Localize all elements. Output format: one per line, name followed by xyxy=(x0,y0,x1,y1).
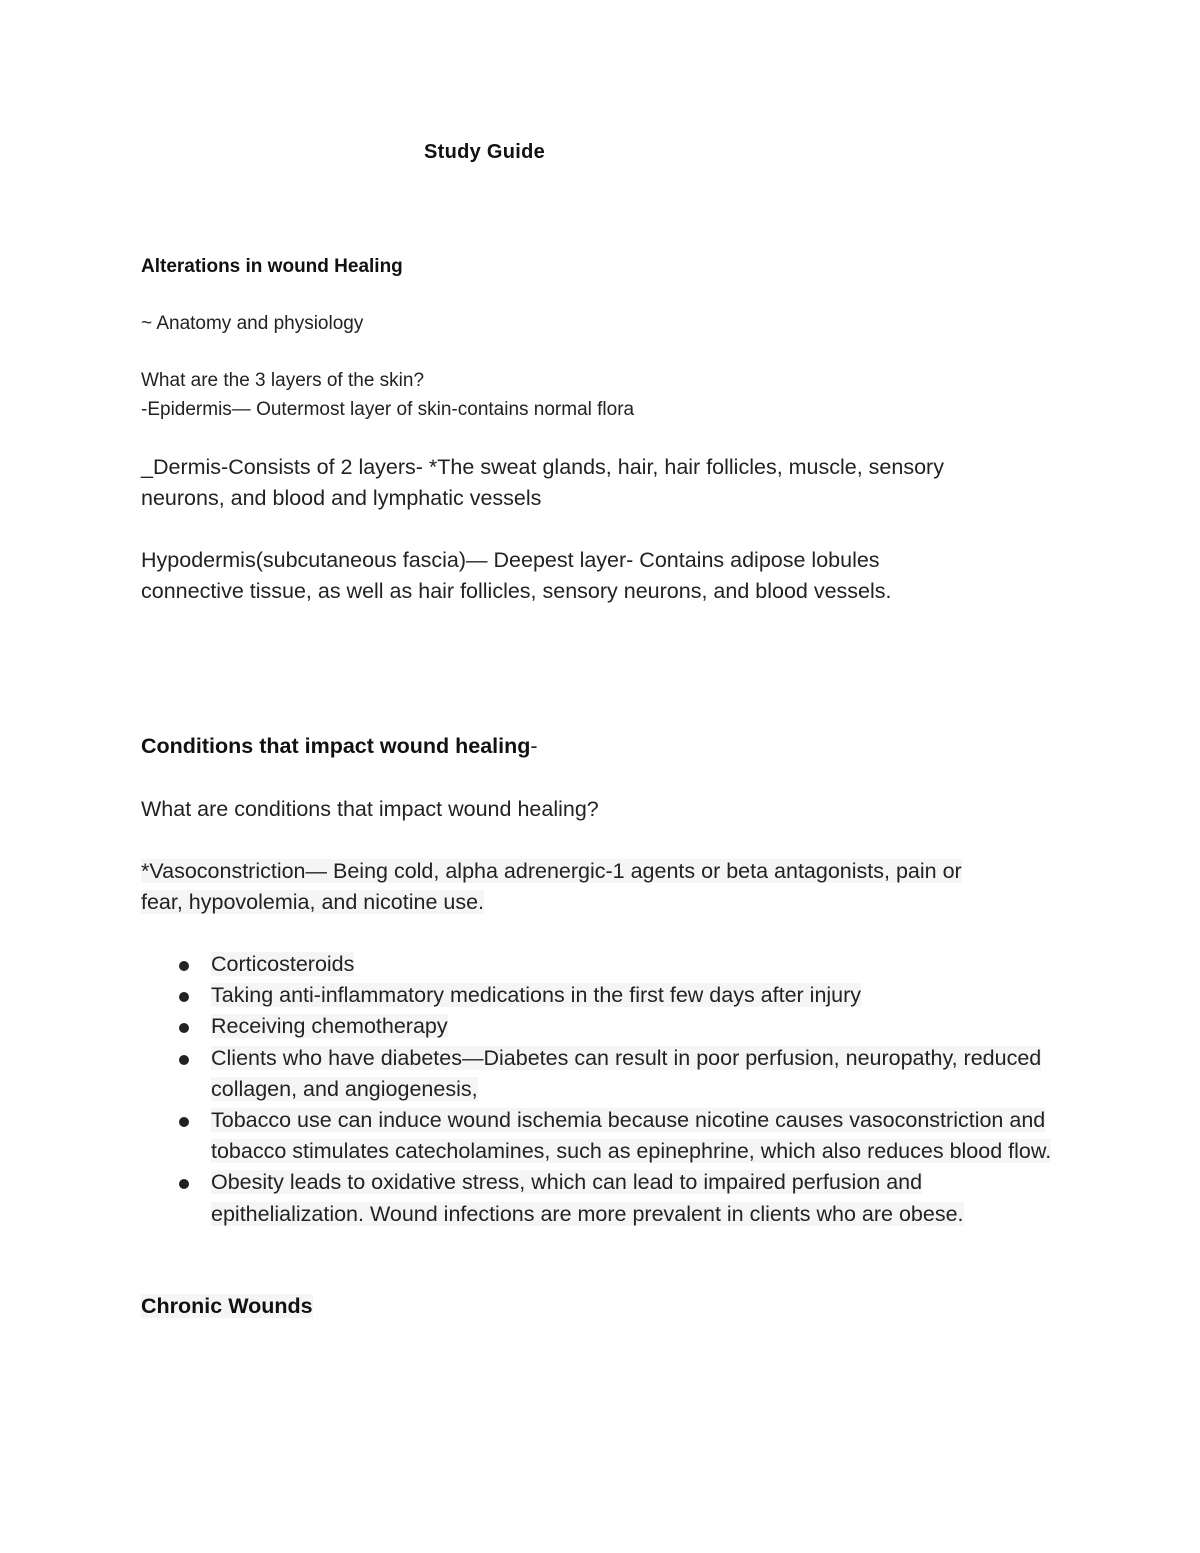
section-heading-chronic-wounds xyxy=(141,1294,313,1319)
section-heading-wound-healing: Alterations in wound Healing xyxy=(141,256,403,277)
skin-layers-question: What are the 3 layers of the skin? xyxy=(141,370,425,391)
vasoconstriction-line1 xyxy=(141,859,962,884)
list-item xyxy=(141,1167,1061,1229)
vasoconstriction-line2 xyxy=(141,890,484,915)
list-item xyxy=(141,980,1061,1011)
list-item-text: Obesity leads to oxidative stress, which can lead to impaired perfusion and epithelialization. Wound infections are more prevalent in clients who are obese. xyxy=(211,1170,964,1226)
list-item xyxy=(141,1105,1061,1167)
list-item-text: Taking anti-inflammatory medications in the first few days after injury xyxy=(211,983,862,1008)
dermis-text-line2: neurons, and blood and lymphatic vessels xyxy=(141,486,542,510)
bullet-icon xyxy=(179,992,189,1002)
conditions-heading-suffix: - xyxy=(530,734,538,758)
list-item-text: Clients who have diabetes—Diabetes can result in poor perfusion, neuropathy, reduced collagen, and angiogenesis, xyxy=(211,1045,1042,1101)
hypodermis-text-line1: Hypodermis(subcutaneous fascia)— Deepest layer- Contains adipose lobules xyxy=(141,548,880,572)
list-item xyxy=(141,949,1061,980)
bullet-icon xyxy=(179,1117,189,1127)
list-item-text: Receiving chemotherapy xyxy=(211,1014,448,1039)
bullet-icon xyxy=(179,961,189,971)
document-title: Study Guide xyxy=(424,141,546,163)
list-item xyxy=(141,1011,1061,1042)
vasoconstriction-line2-text: fear, hypovolemia, and nicotine use. xyxy=(141,890,485,914)
conditions-question: What are conditions that impact wound healing? xyxy=(141,797,599,821)
epidermis-text: -Epidermis— Outermost layer of skin-contains normal flora xyxy=(141,399,635,420)
dermis-text-line1: _Dermis-Consists of 2 layers- *The sweat glands, hair, hair follicles, muscle, sensory xyxy=(141,455,944,479)
list-item-text: Tobacco use can induce wound ischemia because nicotine causes vasoconstriction and tobacco stimulates catecholamines, such as epinephrine, which also reduces blood flow. xyxy=(211,1108,1052,1164)
conditions-bullet-list xyxy=(141,949,1061,1230)
section-heading-conditions xyxy=(141,734,538,759)
bullet-icon xyxy=(179,1055,189,1065)
conditions-heading-text: Conditions that impact wound healing xyxy=(141,734,531,758)
list-item-text: Corticosteroids xyxy=(211,952,355,976)
hypodermis-text-line2: connective tissue, as well as hair follicles, sensory neurons, and blood vessels. xyxy=(141,579,892,603)
vasoconstriction-line1-text: *Vasoconstriction— Being cold, alpha adrenergic-1 agents or beta antagonists, pain or xyxy=(141,859,962,883)
list-item xyxy=(141,1043,1061,1105)
bullet-icon xyxy=(179,1179,189,1189)
chronic-wounds-heading-text: Chronic Wounds xyxy=(141,1294,313,1318)
anatomy-subheading: ~ Anatomy and physiology xyxy=(141,313,364,334)
bullet-icon xyxy=(179,1023,189,1033)
